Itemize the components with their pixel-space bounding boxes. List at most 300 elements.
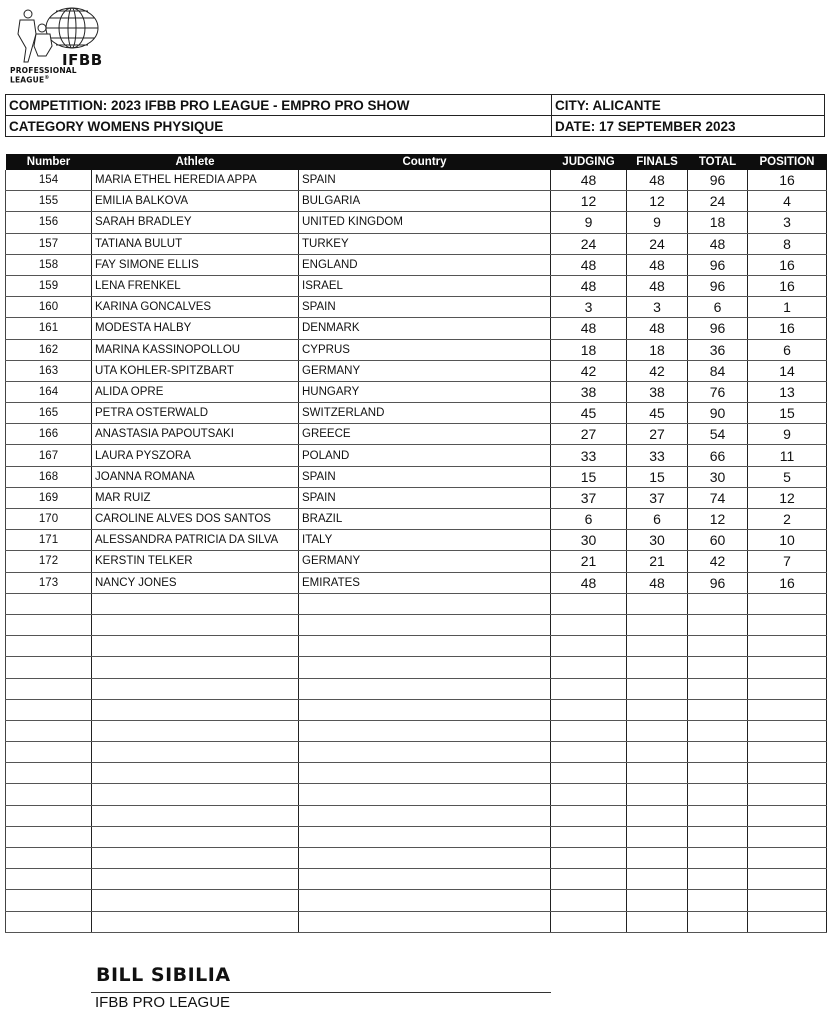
cell-position-empty xyxy=(748,593,827,614)
cell-number-empty xyxy=(6,742,92,763)
cell-total: 84 xyxy=(688,360,748,381)
header-number: Number xyxy=(6,154,92,170)
cell-total: 74 xyxy=(688,487,748,508)
empty-table-row xyxy=(6,593,827,614)
cell-number-empty xyxy=(6,614,92,635)
cell-number-empty xyxy=(6,699,92,720)
cell-number: 168 xyxy=(6,466,92,487)
cell-position-empty xyxy=(748,720,827,741)
table-header-row xyxy=(6,154,827,170)
cell-finals-empty xyxy=(627,890,688,911)
cell-judging: 27 xyxy=(551,424,627,445)
cell-judging-empty xyxy=(551,636,627,657)
cell-athlete: NANCY JONES xyxy=(92,572,299,593)
cell-athlete: ANASTASIA PAPOUTSAKI xyxy=(92,424,299,445)
cell-country: BRAZIL xyxy=(299,509,551,530)
cell-number: 167 xyxy=(6,445,92,466)
cell-athlete-empty xyxy=(92,742,299,763)
cell-athlete: SARAH BRADLEY xyxy=(92,212,299,233)
cell-athlete: ALIDA OPRE xyxy=(92,381,299,402)
cell-finals-empty xyxy=(627,826,688,847)
cell-total-empty xyxy=(688,593,748,614)
header-position: POSITION xyxy=(748,154,827,170)
cell-athlete-empty xyxy=(92,784,299,805)
header-total: TOTAL xyxy=(688,154,748,170)
cell-country-empty xyxy=(299,636,551,657)
table-row xyxy=(6,403,827,424)
cell-country: SPAIN xyxy=(299,487,551,508)
cell-country-empty xyxy=(299,763,551,784)
cell-position: 8 xyxy=(748,233,827,254)
cell-finals: 30 xyxy=(627,530,688,551)
header-country: Country xyxy=(299,154,551,170)
cell-total: 30 xyxy=(688,466,748,487)
cell-total-empty xyxy=(688,720,748,741)
cell-total: 24 xyxy=(688,191,748,212)
cell-total-empty xyxy=(688,699,748,720)
cell-finals: 6 xyxy=(627,509,688,530)
cell-judging-empty xyxy=(551,784,627,805)
cell-finals: 15 xyxy=(627,466,688,487)
table-row xyxy=(6,318,827,339)
cell-athlete: KERSTIN TELKER xyxy=(92,551,299,572)
cell-finals-empty xyxy=(627,678,688,699)
cell-country: SWITZERLAND xyxy=(299,403,551,424)
cell-finals: 27 xyxy=(627,424,688,445)
cell-athlete: KARINA GONCALVES xyxy=(92,297,299,318)
cell-finals: 12 xyxy=(627,191,688,212)
cell-total: 90 xyxy=(688,403,748,424)
cell-number-empty xyxy=(6,593,92,614)
cell-judging: 15 xyxy=(551,466,627,487)
cell-number-empty xyxy=(6,720,92,741)
cell-country-empty xyxy=(299,869,551,890)
cell-position-empty xyxy=(748,784,827,805)
cell-position: 11 xyxy=(748,445,827,466)
table-row xyxy=(6,233,827,254)
cell-finals-empty xyxy=(627,657,688,678)
cell-position-empty xyxy=(748,763,827,784)
cell-judging: 18 xyxy=(551,339,627,360)
cell-country-empty xyxy=(299,742,551,763)
cell-total-empty xyxy=(688,805,748,826)
cell-number-empty xyxy=(6,784,92,805)
cell-total: 96 xyxy=(688,254,748,275)
cell-country: SPAIN xyxy=(299,466,551,487)
cell-athlete: ALESSANDRA PATRICIA DA SILVA xyxy=(92,530,299,551)
cell-judging: 45 xyxy=(551,403,627,424)
cell-judging-empty xyxy=(551,826,627,847)
cell-finals-empty xyxy=(627,805,688,826)
cell-position: 5 xyxy=(748,466,827,487)
cell-athlete: EMILIA BALKOVA xyxy=(92,191,299,212)
cell-judging-empty xyxy=(551,911,627,932)
cell-total: 96 xyxy=(688,318,748,339)
cell-athlete: JOANNA ROMANA xyxy=(92,466,299,487)
cell-country-empty xyxy=(299,699,551,720)
cell-position: 16 xyxy=(748,572,827,593)
cell-athlete: MARIA ETHEL HEREDIA APPA xyxy=(92,170,299,191)
cell-total-empty xyxy=(688,911,748,932)
cell-total-empty xyxy=(688,657,748,678)
cell-country: CYPRUS xyxy=(299,339,551,360)
cell-position-empty xyxy=(748,826,827,847)
cell-total: 42 xyxy=(688,551,748,572)
empty-table-row xyxy=(6,742,827,763)
cell-position-empty xyxy=(748,742,827,763)
cell-number-empty xyxy=(6,848,92,869)
cell-number: 173 xyxy=(6,572,92,593)
cell-finals: 48 xyxy=(627,572,688,593)
cell-total: 36 xyxy=(688,339,748,360)
cell-country-empty xyxy=(299,784,551,805)
cell-number: 159 xyxy=(6,275,92,296)
cell-finals: 45 xyxy=(627,403,688,424)
cell-number-empty xyxy=(6,657,92,678)
empty-table-row xyxy=(6,678,827,699)
cell-athlete-empty xyxy=(92,593,299,614)
cell-position-empty xyxy=(748,614,827,635)
cell-finals: 3 xyxy=(627,297,688,318)
cell-athlete: LAURA PYSZORA xyxy=(92,445,299,466)
cell-finals: 24 xyxy=(627,233,688,254)
cell-total-empty xyxy=(688,636,748,657)
cell-finals-empty xyxy=(627,699,688,720)
cell-total: 48 xyxy=(688,233,748,254)
cell-country: BULGARIA xyxy=(299,191,551,212)
cell-total: 96 xyxy=(688,572,748,593)
cell-position: 14 xyxy=(748,360,827,381)
cell-finals: 9 xyxy=(627,212,688,233)
cell-finals-empty xyxy=(627,636,688,657)
cell-country-empty xyxy=(299,890,551,911)
empty-table-row xyxy=(6,720,827,741)
cell-position: 16 xyxy=(748,318,827,339)
cell-position: 2 xyxy=(748,509,827,530)
table-row xyxy=(6,212,827,233)
cell-position-empty xyxy=(748,657,827,678)
cell-athlete-empty xyxy=(92,720,299,741)
table-row xyxy=(6,191,827,212)
cell-finals: 42 xyxy=(627,360,688,381)
cell-number-empty xyxy=(6,678,92,699)
cell-number-empty xyxy=(6,826,92,847)
cell-country-empty xyxy=(299,657,551,678)
cell-total-empty xyxy=(688,614,748,635)
empty-table-row xyxy=(6,784,827,805)
cell-position-empty xyxy=(748,699,827,720)
cell-country: UNITED KINGDOM xyxy=(299,212,551,233)
empty-table-row xyxy=(6,614,827,635)
cell-judging-empty xyxy=(551,805,627,826)
table-row xyxy=(6,487,827,508)
cell-total: 66 xyxy=(688,445,748,466)
cell-position-empty xyxy=(748,869,827,890)
cell-number: 156 xyxy=(6,212,92,233)
empty-table-row xyxy=(6,636,827,657)
cell-judging: 21 xyxy=(551,551,627,572)
empty-table-row xyxy=(6,763,827,784)
results-table xyxy=(5,154,827,933)
cell-number: 157 xyxy=(6,233,92,254)
cell-total: 96 xyxy=(688,170,748,191)
cell-athlete: MARINA KASSINOPOLLOU xyxy=(92,339,299,360)
cell-position: 7 xyxy=(748,551,827,572)
cell-judging-empty xyxy=(551,869,627,890)
cell-athlete-empty xyxy=(92,699,299,720)
cell-total-empty xyxy=(688,763,748,784)
cell-judging: 24 xyxy=(551,233,627,254)
cell-total-empty xyxy=(688,742,748,763)
empty-table-row xyxy=(6,805,827,826)
cell-position: 6 xyxy=(748,339,827,360)
cell-country: ISRAEL xyxy=(299,275,551,296)
cell-number-empty xyxy=(6,636,92,657)
cell-country: GERMANY xyxy=(299,551,551,572)
cell-judging: 38 xyxy=(551,381,627,402)
table-row xyxy=(6,381,827,402)
cell-position: 1 xyxy=(748,297,827,318)
cell-number: 161 xyxy=(6,318,92,339)
cell-total: 6 xyxy=(688,297,748,318)
city: CITY: ALICANTE xyxy=(555,98,661,113)
cell-number-empty xyxy=(6,869,92,890)
cell-athlete-empty xyxy=(92,763,299,784)
cell-judging: 48 xyxy=(551,254,627,275)
table-row xyxy=(6,551,827,572)
cell-judging: 30 xyxy=(551,530,627,551)
cell-athlete: UTA KOHLER-SPITZBART xyxy=(92,360,299,381)
cell-country: TURKEY xyxy=(299,233,551,254)
cell-finals: 33 xyxy=(627,445,688,466)
cell-finals: 48 xyxy=(627,318,688,339)
cell-finals-empty xyxy=(627,614,688,635)
table-row xyxy=(6,297,827,318)
cell-number-empty xyxy=(6,890,92,911)
cell-finals-empty xyxy=(627,784,688,805)
cell-judging: 12 xyxy=(551,191,627,212)
cell-country-empty xyxy=(299,848,551,869)
cell-number: 158 xyxy=(6,254,92,275)
cell-total: 76 xyxy=(688,381,748,402)
cell-number: 163 xyxy=(6,360,92,381)
cell-total-empty xyxy=(688,784,748,805)
cell-position: 16 xyxy=(748,254,827,275)
signatory-name: BILL SIBILIA xyxy=(96,964,231,986)
cell-finals: 21 xyxy=(627,551,688,572)
cell-finals-empty xyxy=(627,848,688,869)
cell-number-empty xyxy=(6,763,92,784)
cell-total: 60 xyxy=(688,530,748,551)
cell-position: 10 xyxy=(748,530,827,551)
cell-judging-empty xyxy=(551,657,627,678)
cell-athlete: TATIANA BULUT xyxy=(92,233,299,254)
header-judging: JUDGING xyxy=(551,154,627,170)
cell-judging: 42 xyxy=(551,360,627,381)
cell-country: ENGLAND xyxy=(299,254,551,275)
cell-position-empty xyxy=(748,848,827,869)
cell-position-empty xyxy=(748,678,827,699)
athletes-figure-icon xyxy=(18,10,52,62)
cell-finals: 48 xyxy=(627,170,688,191)
cell-position: 9 xyxy=(748,424,827,445)
cell-judging-empty xyxy=(551,848,627,869)
cell-country: HUNGARY xyxy=(299,381,551,402)
cell-total-empty xyxy=(688,678,748,699)
category-name: CATEGORY WOMENS PHYSIQUE xyxy=(9,119,224,134)
table-row xyxy=(6,275,827,296)
cell-position-empty xyxy=(748,890,827,911)
cell-judging: 9 xyxy=(551,212,627,233)
cell-total: 18 xyxy=(688,212,748,233)
empty-table-row xyxy=(6,869,827,890)
ifbb-logo xyxy=(4,4,116,85)
cell-number: 164 xyxy=(6,381,92,402)
header-finals: FINALS xyxy=(627,154,688,170)
cell-athlete-empty xyxy=(92,614,299,635)
cell-athlete-empty xyxy=(92,890,299,911)
cell-number: 165 xyxy=(6,403,92,424)
cell-judging-empty xyxy=(551,678,627,699)
cell-judging-empty xyxy=(551,890,627,911)
cell-finals: 48 xyxy=(627,275,688,296)
cell-country: GERMANY xyxy=(299,360,551,381)
cell-country: SPAIN xyxy=(299,297,551,318)
cell-finals-empty xyxy=(627,869,688,890)
cell-country-empty xyxy=(299,678,551,699)
cell-total: 12 xyxy=(688,509,748,530)
cell-judging-empty xyxy=(551,742,627,763)
cell-judging: 48 xyxy=(551,170,627,191)
cell-judging: 48 xyxy=(551,572,627,593)
cell-number: 154 xyxy=(6,170,92,191)
cell-country-empty xyxy=(299,826,551,847)
signature-line xyxy=(91,992,551,993)
cell-athlete-empty xyxy=(92,848,299,869)
cell-finals: 37 xyxy=(627,487,688,508)
cell-position: 4 xyxy=(748,191,827,212)
cell-number: 155 xyxy=(6,191,92,212)
cell-judging-empty xyxy=(551,593,627,614)
cell-finals-empty xyxy=(627,911,688,932)
table-row xyxy=(6,445,827,466)
empty-table-row xyxy=(6,657,827,678)
cell-country: POLAND xyxy=(299,445,551,466)
cell-total: 96 xyxy=(688,275,748,296)
cell-number: 160 xyxy=(6,297,92,318)
cell-finals-empty xyxy=(627,742,688,763)
table-row xyxy=(6,466,827,487)
cell-country-empty xyxy=(299,911,551,932)
empty-table-row xyxy=(6,911,827,932)
header-athlete: Athlete xyxy=(92,154,299,170)
cell-athlete-empty xyxy=(92,636,299,657)
cell-judging: 48 xyxy=(551,318,627,339)
cell-judging-empty xyxy=(551,763,627,784)
empty-table-row xyxy=(6,848,827,869)
logo-subtitle: PROFESSIONAL LEAGUE® xyxy=(10,66,77,85)
empty-table-row xyxy=(6,699,827,720)
table-row xyxy=(6,254,827,275)
cell-number: 162 xyxy=(6,339,92,360)
cell-total: 54 xyxy=(688,424,748,445)
cell-finals: 38 xyxy=(627,381,688,402)
cell-athlete-empty xyxy=(92,911,299,932)
cell-judging: 48 xyxy=(551,275,627,296)
cell-position: 16 xyxy=(748,275,827,296)
cell-finals: 18 xyxy=(627,339,688,360)
cell-number: 169 xyxy=(6,487,92,508)
cell-finals: 48 xyxy=(627,254,688,275)
date: DATE: 17 SEPTEMBER 2023 xyxy=(555,119,736,134)
table-row xyxy=(6,530,827,551)
cell-athlete: CAROLINE ALVES DOS SANTOS xyxy=(92,509,299,530)
cell-finals-empty xyxy=(627,593,688,614)
cell-athlete-empty xyxy=(92,678,299,699)
cell-country: ITALY xyxy=(299,530,551,551)
cell-country: DENMARK xyxy=(299,318,551,339)
cell-judging: 3 xyxy=(551,297,627,318)
table-row xyxy=(6,170,827,191)
cell-country-empty xyxy=(299,614,551,635)
cell-number-empty xyxy=(6,911,92,932)
empty-table-row xyxy=(6,890,827,911)
cell-judging-empty xyxy=(551,699,627,720)
info-divider-horizontal xyxy=(6,115,824,116)
cell-judging-empty xyxy=(551,720,627,741)
cell-athlete: FAY SIMONE ELLIS xyxy=(92,254,299,275)
cell-judging: 37 xyxy=(551,487,627,508)
table-row xyxy=(6,424,827,445)
cell-country: EMIRATES xyxy=(299,572,551,593)
table-row xyxy=(6,509,827,530)
empty-table-row xyxy=(6,826,827,847)
cell-number: 170 xyxy=(6,509,92,530)
cell-athlete-empty xyxy=(92,657,299,678)
cell-position-empty xyxy=(748,805,827,826)
cell-country: SPAIN xyxy=(299,170,551,191)
cell-country: GREECE xyxy=(299,424,551,445)
cell-position: 3 xyxy=(748,212,827,233)
table-row xyxy=(6,572,827,593)
cell-athlete: PETRA OSTERWALD xyxy=(92,403,299,424)
competition-name: COMPETITION: 2023 IFBB PRO LEAGUE - EMPRO PRO SHOW xyxy=(9,98,410,113)
cell-finals-empty xyxy=(627,763,688,784)
cell-athlete-empty xyxy=(92,826,299,847)
competition-info-box xyxy=(5,94,825,137)
cell-judging: 33 xyxy=(551,445,627,466)
cell-number: 171 xyxy=(6,530,92,551)
cell-country-empty xyxy=(299,593,551,614)
signatory-organization: IFBB PRO LEAGUE xyxy=(95,994,231,1011)
table-row xyxy=(6,360,827,381)
cell-number: 172 xyxy=(6,551,92,572)
cell-country-empty xyxy=(299,805,551,826)
cell-position: 15 xyxy=(748,403,827,424)
cell-position: 16 xyxy=(748,170,827,191)
cell-judging-empty xyxy=(551,614,627,635)
logo-brand: IFBB xyxy=(62,51,103,69)
cell-position-empty xyxy=(748,636,827,657)
cell-athlete: MAR RUIZ xyxy=(92,487,299,508)
cell-number-empty xyxy=(6,805,92,826)
cell-athlete-empty xyxy=(92,869,299,890)
cell-number: 166 xyxy=(6,424,92,445)
cell-athlete: LENA FRENKEL xyxy=(92,275,299,296)
cell-total-empty xyxy=(688,890,748,911)
cell-position: 12 xyxy=(748,487,827,508)
cell-judging: 6 xyxy=(551,509,627,530)
